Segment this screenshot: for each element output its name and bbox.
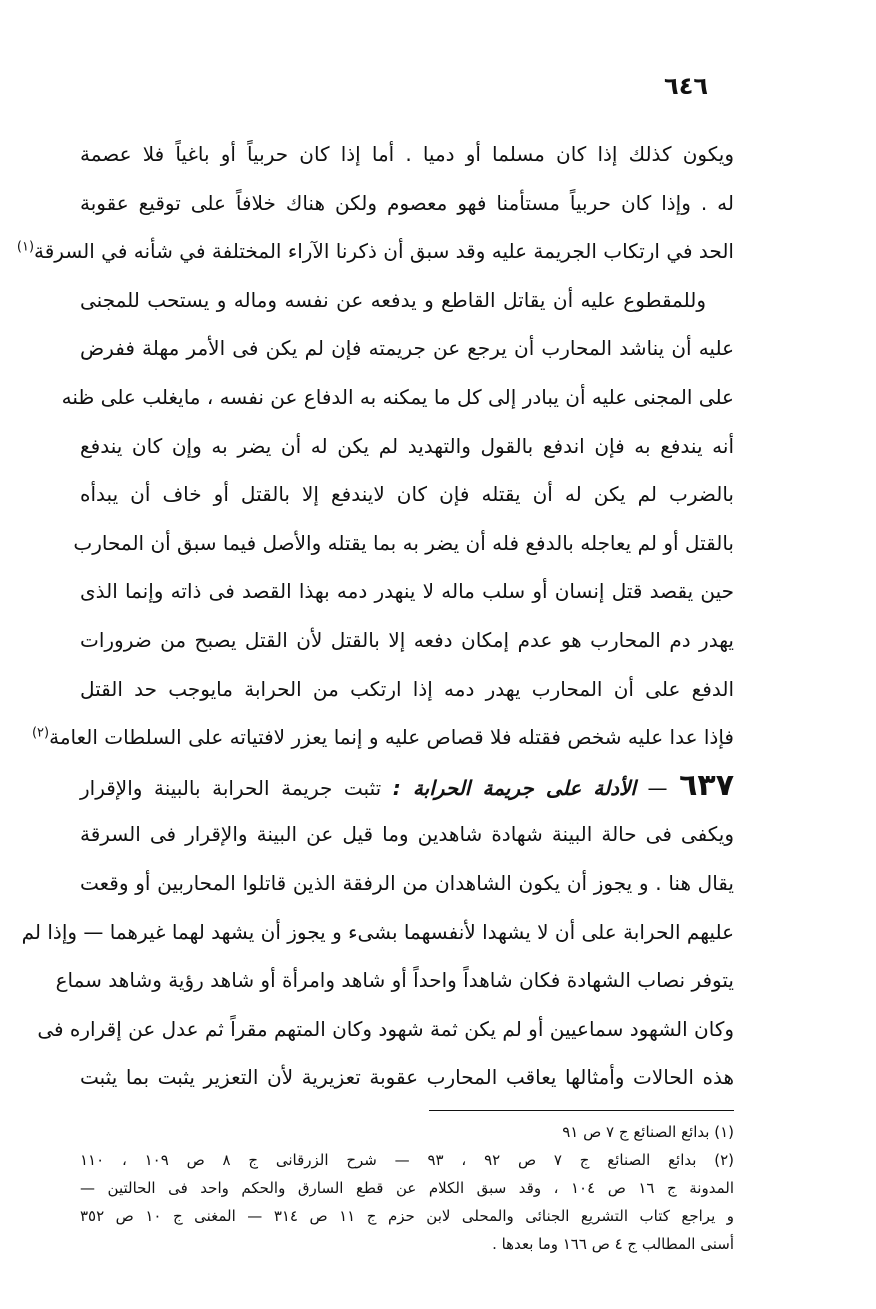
text-line: ويكفى فى حالة البينة شهادة شاهدين وما قيل عن البينة والإقرار فى السرقة xyxy=(80,822,734,847)
text-line: عليهم الحرابة على أن لا يشهدا لأنفسهما بشىء و يجوز أن يشهد لهما غيرهما — وإذا لم xyxy=(21,919,734,944)
section-first-line: تثبت جريمة الحرابة بالبينة والإقرار xyxy=(80,775,382,800)
text-line: أنه يندفع به فإن اندفع بالقول والتهديد لم يكن له أن يضر به وإن كان يندفع xyxy=(80,433,734,458)
footnote-ref-2: (٢) xyxy=(31,725,50,741)
section-number: ٦٣٧ xyxy=(679,767,735,803)
footnote-line: (٢) بدائع الصنائع ج ٧ ص ٩٢ ، ٩٣ — شرح الزرقانى ج ٨ ص ١٠٩ ، ١١٠ xyxy=(80,1151,735,1169)
text-line: يتوفر نصاب الشهادة فكان شاهداً واحداً أو شاهد وامرأة أو شاهد رؤية وشاهد سماع xyxy=(55,968,734,993)
footnote-line: المدونة ج ١٦ ص ١٠٤ ، وقد سبق الكلام عن قطع السارق والحكم واحد فى الحالتين — xyxy=(80,1179,734,1197)
footnote-line: و يراجع كتاب التشريع الجنائى والمحلى لابن حزم ج ١١ ص ٣١٤ — المغنى ج ١٠ ص ٣٥٢ xyxy=(80,1207,734,1225)
text-line: بالقتل أو لم يعاجله بالدفع فله أن يضر به بما يقتله والأصل فيما سبق أن المحارب xyxy=(73,530,734,555)
text-line: له . وإذا كان حربياً مستأمنا فهو معصوم ولكن هناك خلافاً على توقيع عقوبة xyxy=(80,190,734,215)
footnote-line: (١) بدائع الصنائع ج ٧ ص ٩١ xyxy=(562,1123,734,1141)
section-title: الأدلة على جريمة الحرابة : xyxy=(392,775,636,800)
text-line: عليه أن يناشد المحارب أن يرجع عن جريمته فإن لم يكن فى الأمر مهلة ففرض xyxy=(80,336,734,361)
main-text xyxy=(16,130,735,1102)
text-line: حين يقصد قتل إنسان أو سلب ماله لا ينهدر دمه بهذا القصد فى ذاته وإنما الذى xyxy=(80,579,734,604)
text-line: يهدر دم المحارب هو عدم إمكان دفعه إلا بالقتل لأن القتل يصبح من ضرورات xyxy=(80,627,734,652)
text-line-content: فإذا عدا عليه شخص فقتله فلا قصاص عليه و إنما يعزر لافتياته على السلطات العامة xyxy=(49,725,734,750)
section-heading xyxy=(80,762,734,811)
text-line: ويكون كذلك إذا كان مسلما أو دميا . أما إذا كان حربياً أو باغياً فلا عصمة xyxy=(80,142,734,166)
footnote-divider xyxy=(429,1110,734,1111)
footnote-line: أسنى المطالب ج ٤ ص ١٦٦ وما بعدها . xyxy=(492,1235,734,1253)
text-line: بالضرب لم يكن له أن يقتله فإن كان لايندفع إلا بالقتل أو خاف أن يبدأه xyxy=(80,482,734,507)
text-line xyxy=(31,713,734,762)
footnotes xyxy=(80,1118,734,1258)
text-line xyxy=(16,227,734,276)
text-line: الدفع على أن المحارب يهدر دمه إذا ارتكب من الحرابة مايوجب حد القتل xyxy=(80,676,734,701)
text-line-content: الحد في ارتكاب الجريمة عليه وقد سبق أن ذكرنا الآراء المختلفة في شأنه في السرقة xyxy=(34,239,734,264)
text-line: يقال هنا . و يجوز أن يكون الشاهدان من الرفقة الذين قاتلوا المحاربين أو وقعت xyxy=(80,870,734,895)
footnote-ref-1: (١) xyxy=(16,239,35,255)
text-line: وللمقطوع عليه أن يقاتل القاطع و يدفعه عن نفسه وماله و يستحب للمجنى xyxy=(80,287,706,312)
text-line: وكان الشهود سماعيين أو لم يكن ثمة شهود وكان المتهم مقراً ثم عدل عن إقراره فى xyxy=(37,1016,734,1041)
page-number: ٦٤٦ xyxy=(664,72,708,100)
text-line: هذه الحالات وأمثالها يعاقب المحارب عقوبة تعزيرية لأن التعزير يثبت بما يثبت xyxy=(80,1065,734,1090)
section-dash: — xyxy=(647,775,668,800)
text-line: على المجنى عليه أن يبادر إلى كل ما يمكنه به الدفاع عن نفسه ، مايغلب على ظنه xyxy=(61,384,734,409)
